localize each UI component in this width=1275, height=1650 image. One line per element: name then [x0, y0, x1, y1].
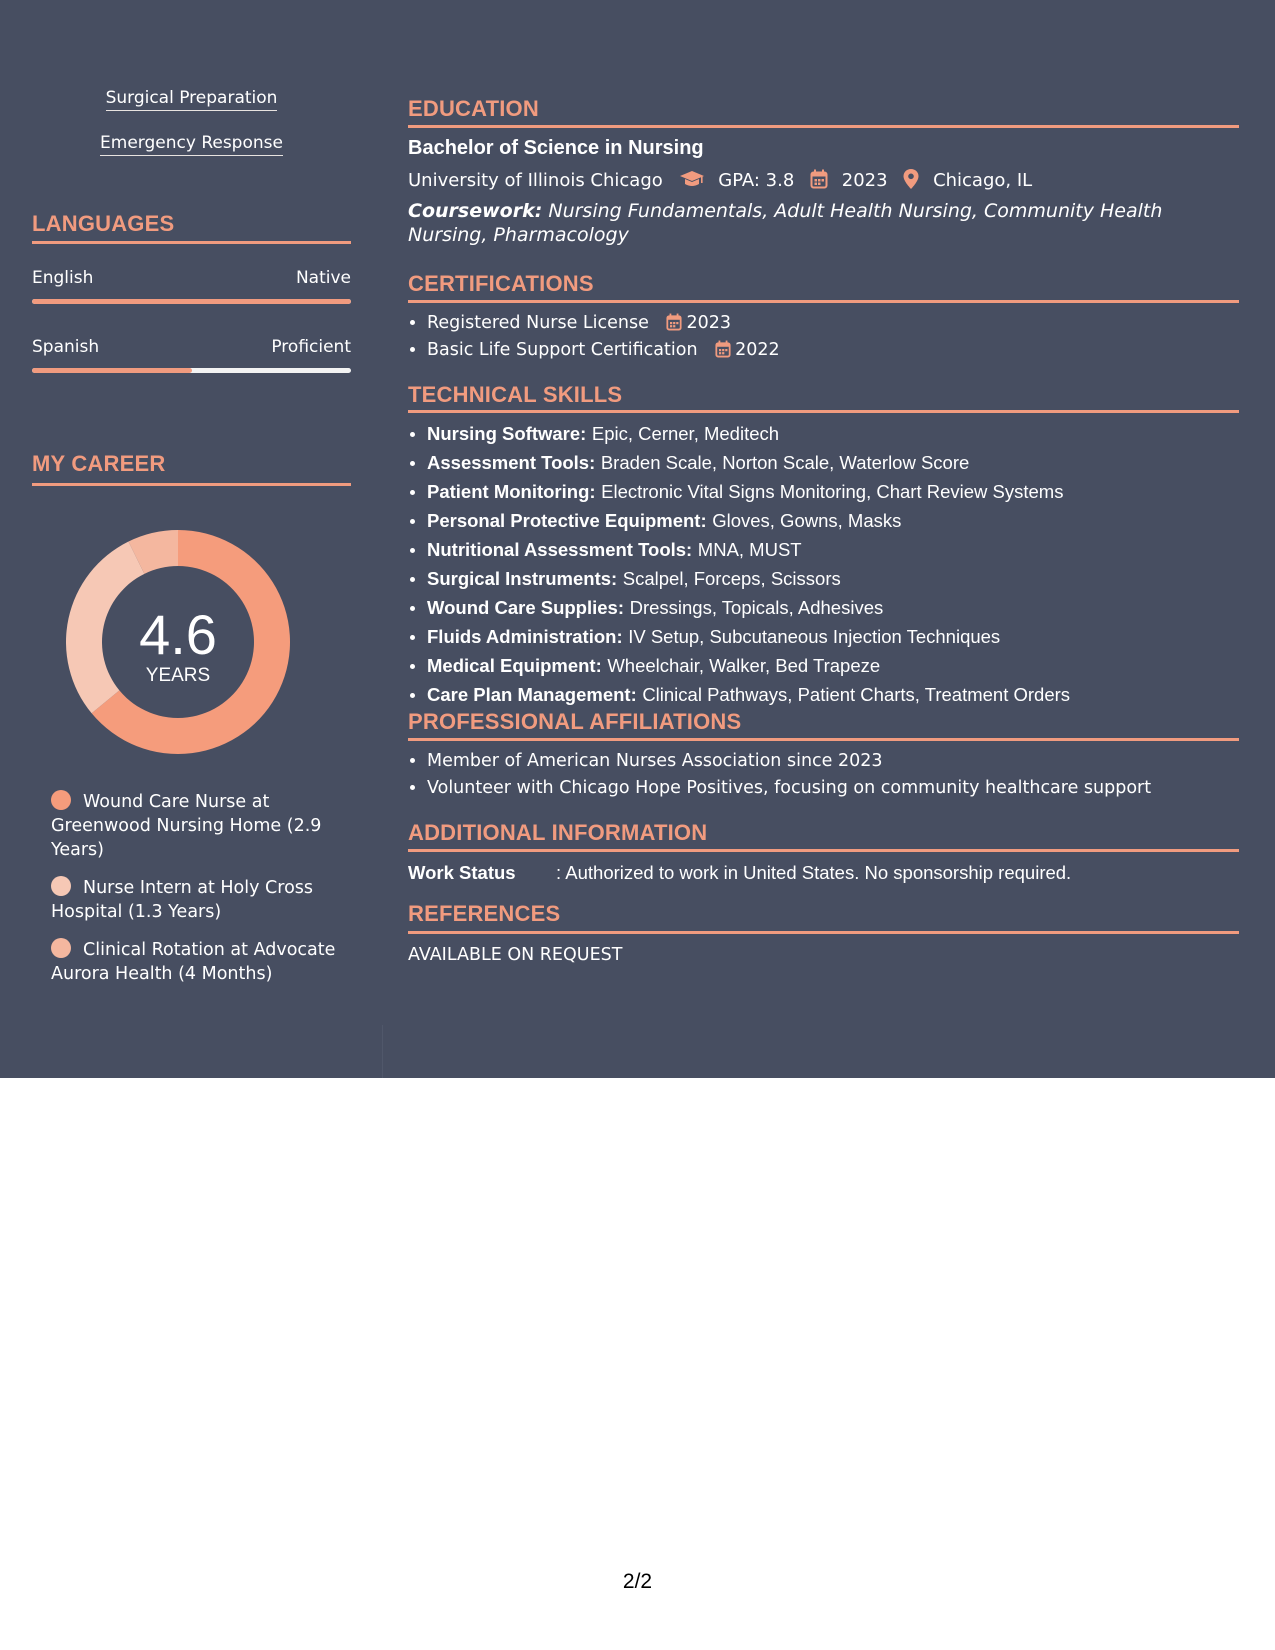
career-legend-dot: [51, 876, 71, 896]
career-legend-item: [51, 790, 341, 862]
career-total-value: 4.6: [139, 603, 217, 666]
technical-skill-item: [427, 681, 1070, 710]
certification-year: 2023: [686, 313, 732, 333]
technical-skills-title: TECHNICAL SKILLS: [408, 382, 623, 407]
work-status-label: Work Status: [408, 862, 516, 883]
affiliation-item: • Volunteer with Chicago Hope Positives, focusing on community healthcare support: [427, 775, 1151, 802]
language-level: Proficient: [271, 337, 351, 357]
certifications-list: [408, 310, 780, 364]
career-legend: [51, 790, 341, 1000]
languages-title: LANGUAGES: [32, 211, 175, 236]
skill-values: Wheelchair, Walker, Bed Trapeze: [607, 655, 881, 676]
skill-category: Care Plan Management:: [427, 684, 637, 705]
language-level: Native: [295, 268, 351, 288]
certification-item: [427, 310, 780, 337]
calendar-icon: [810, 169, 828, 189]
affiliations-title: PROFESSIONAL AFFILIATIONS: [408, 709, 742, 734]
language-name: Spanish: [32, 337, 100, 357]
skill-values: IV Setup, Subcutaneous Injection Techniques: [628, 626, 1001, 647]
career-legend-label: Wound Care Nurse at Greenwood Nursing Home (2.9 Years): [51, 792, 322, 860]
skill-values: Braden Scale, Norton Scale, Waterlow Score: [600, 452, 970, 473]
degree-title: Bachelor of Science in Nursing: [408, 137, 704, 159]
skill-category: Surgical Instruments:: [427, 568, 618, 589]
coursework-text: Nursing Fundamentals, Adult Health Nursing, Community Health Nursing, Pharmacology: [408, 200, 1163, 246]
certifications-rule: [408, 300, 1239, 303]
skill-values: Clinical Pathways, Patient Charts, Treatment Orders: [642, 684, 1071, 705]
language-bar-fill: [32, 299, 351, 304]
certification-name: Registered Nurse License: [427, 313, 649, 333]
language-bar-english: [32, 299, 351, 304]
skill-category: Fluids Administration:: [427, 626, 623, 647]
graduation-cap-icon: [679, 169, 705, 189]
skill-category: Nursing Software:: [427, 423, 587, 444]
career-legend-item: [51, 876, 341, 924]
additional-info-rule: [408, 849, 1239, 852]
languages-rule: [32, 241, 351, 244]
skill-values: Gloves, Gowns, Masks: [712, 510, 902, 531]
skill-category: Nutritional Assessment Tools:: [427, 539, 693, 560]
career-title: MY CAREER: [32, 451, 166, 476]
career-donut-chart: [65, 529, 291, 755]
career-donut-segment: [66, 542, 144, 714]
education-details: [408, 169, 1032, 191]
gpa: GPA: 3.8: [718, 170, 795, 191]
location-pin-icon: [903, 169, 919, 189]
calendar-icon: [715, 340, 731, 358]
skill-link-surgical-preparation[interactable]: [32, 88, 351, 108]
affiliations-rule: [408, 738, 1239, 741]
certification-name: Basic Life Support Certification: [427, 340, 698, 360]
skill-category: Assessment Tools:: [427, 452, 596, 473]
skill-label: Emergency Response: [100, 133, 283, 156]
language-name: English: [32, 268, 94, 288]
school-name: University of Illinois Chicago: [408, 170, 663, 191]
skill-category: Medical Equipment:: [427, 655, 602, 676]
skill-values: Dressings, Topicals, Adhesives: [629, 597, 884, 618]
skill-label: Surgical Preparation: [106, 88, 278, 111]
certifications-title: CERTIFICATIONS: [408, 271, 594, 296]
calendar-icon: [666, 313, 682, 331]
skill-category: Personal Protective Equipment:: [427, 510, 707, 531]
career-legend-dot: [51, 790, 71, 810]
career-total-unit: YEARS: [145, 665, 211, 686]
work-status-row: [408, 862, 1071, 884]
technical-skill-item: [427, 623, 1070, 652]
technical-skill-item: [427, 565, 1070, 594]
career-rule: [32, 483, 351, 486]
skill-category: Patient Monitoring:: [427, 481, 596, 502]
skill-link-emergency-response[interactable]: [32, 133, 351, 153]
education-rule: [408, 125, 1239, 128]
affiliation-item: • Member of American Nurses Association since 2023: [427, 748, 1151, 775]
skill-values: Electronic Vital Signs Monitoring, Chart Review Systems: [601, 481, 1064, 502]
references-title: REFERENCES: [408, 901, 561, 926]
references-text: AVAILABLE ON REQUEST: [408, 945, 623, 965]
education-location: Chicago, IL: [933, 170, 1033, 191]
education-title: EDUCATION: [408, 96, 539, 121]
skill-values: MNA, MUST: [697, 539, 802, 560]
column-divider: [382, 1025, 383, 1078]
technical-skill-item: [427, 536, 1070, 565]
career-legend-dot: [51, 938, 71, 958]
page-number: 2/2: [622, 1570, 653, 1593]
additional-info-title: ADDITIONAL INFORMATION: [408, 820, 708, 845]
references-rule: [408, 931, 1239, 934]
coursework-label: Coursework:: [408, 200, 543, 222]
language-bar-fill: [32, 368, 192, 373]
skill-values: Scalpel, Forceps, Scissors: [622, 568, 841, 589]
career-legend-label: Nurse Intern at Holy Cross Hospital (1.3 Years): [51, 878, 314, 922]
technical-skill-item: [427, 449, 1070, 478]
certification-year: 2022: [735, 340, 780, 360]
career-legend-item: [51, 938, 341, 986]
technical-skills-list: [408, 420, 1070, 710]
skill-values: Epic, Cerner, Meditech: [591, 423, 780, 444]
work-status-value: : Authorized to work in United States. No sponsorship required.: [556, 862, 1072, 883]
language-bar-spanish: [32, 368, 351, 373]
affiliations-list: [408, 748, 1151, 802]
technical-skill-item: [427, 652, 1070, 681]
graduation-year: 2023: [841, 170, 888, 191]
skill-category: Wound Care Supplies:: [427, 597, 625, 618]
certification-item: [427, 337, 780, 364]
technical-skill-item: [427, 478, 1070, 507]
coursework: [408, 199, 1228, 247]
technical-skill-item: [427, 507, 1070, 536]
technical-skill-item: [427, 420, 1070, 449]
technical-skill-item: [427, 594, 1070, 623]
career-legend-label: Clinical Rotation at Advocate Aurora Health (4 Months): [51, 940, 336, 984]
technical-skills-rule: [408, 410, 1239, 413]
